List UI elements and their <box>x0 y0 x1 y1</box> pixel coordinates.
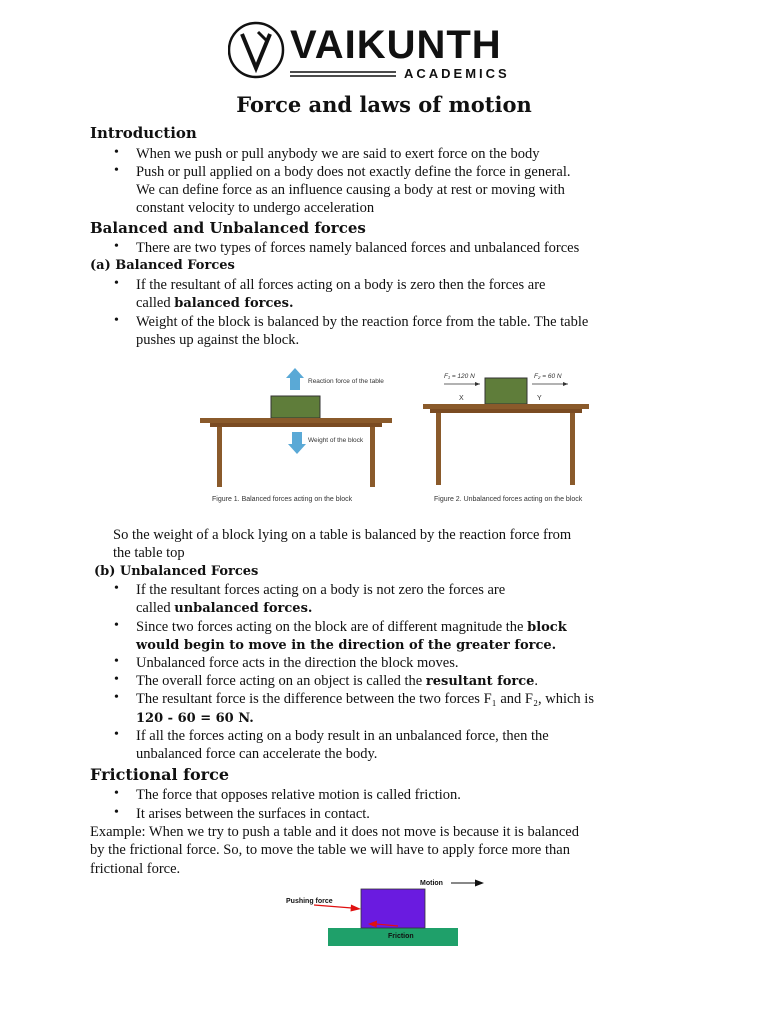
friction-bullet-1: The force that opposes relative motion is called friction. <box>136 787 461 803</box>
unbalanced-bullet-1-line-1: If the resultant forces acting on a body is not zero the forces are <box>136 582 506 598</box>
pushing-force-label: Pushing force <box>286 898 333 905</box>
intro-bullet-1: When we push or pull anybody we are said to exert force on the body <box>136 146 540 162</box>
bullet: • <box>114 786 119 801</box>
x-label: X <box>459 395 464 402</box>
balanced-bullet-1-line-1: If the resultant of all forces acting on a body is zero then the forces are <box>136 277 546 293</box>
unbalanced-bullet-1-line-2: called unbalanced forces. <box>136 600 313 616</box>
bullet: • <box>114 727 119 742</box>
figure-2 <box>423 373 589 503</box>
push-arrow-icon <box>351 905 362 912</box>
example-line-1: Example: When we try to push a table and it does not move is because it is balanced <box>90 824 579 840</box>
unbalanced-forces-term: unbalanced forces. <box>174 601 313 616</box>
unbalanced-bullet-5-line-1: The resultant force is the difference between the two forces F₁ and F₂, which is <box>136 691 594 707</box>
balanced-bullet-1-line-2: called balanced forces. <box>136 295 294 311</box>
reaction-force-label: Reaction force of the table <box>308 378 384 385</box>
unbalanced-bullet-6-line-1: If all the forces acting on a body result in an unbalanced force, then the <box>136 728 549 744</box>
motion-label: Motion <box>420 880 443 887</box>
friction-bullet-2: It arises between the surfaces in contact. <box>136 806 370 822</box>
after-figure-line-2: the table top <box>113 545 185 561</box>
figure-2-caption: Figure 2. Unbalanced forces acting on the block <box>434 496 583 503</box>
motion-arrow-icon <box>475 880 484 887</box>
down-arrow-icon <box>288 432 306 454</box>
intro-bullet-2-line-3: constant velocity to undergo acceleration <box>136 200 375 216</box>
example-line-3: frictional force. <box>90 861 181 877</box>
y-label: Y <box>537 395 542 402</box>
bullet: • <box>114 581 119 596</box>
bullet: • <box>114 313 119 328</box>
bullet: • <box>114 805 119 820</box>
weight-label: Weight of the block <box>308 437 364 444</box>
balanced-bullet-2-line-1: Weight of the block is balanced by the reaction force from the table. The table <box>136 314 589 330</box>
unbalanced-bullet-2-line-2: would begin to move in the direction of the greater force. <box>136 638 557 653</box>
bullet: • <box>114 618 119 633</box>
force-2-label: F₂ = 60 N <box>534 373 562 380</box>
friction-label: Friction <box>388 933 414 940</box>
friction-heading: Frictional force <box>90 765 230 784</box>
figure-1 <box>200 368 392 503</box>
intro-bullet-2-line-1: Push or pull applied on a body does not exactly define the force in general. <box>136 164 571 180</box>
balanced-forces-term: balanced forces. <box>174 296 294 311</box>
bullet: • <box>114 145 119 160</box>
brand-tagline: ACADEMICS <box>404 66 510 81</box>
unbalanced-bullet-3: Unbalanced force acts in the direction the block moves. <box>136 655 459 671</box>
example-line-2: by the frictional force. So, to move the table we will have to apply force more than <box>90 842 570 858</box>
brand-logo <box>228 18 548 82</box>
brand-name: VAIKUNTH <box>290 23 502 67</box>
intro-bullet-2-line-2: We can define force as an influence causing a body at rest or moving with <box>136 182 565 198</box>
unbalanced-bullet-6-line-2: unbalanced force can accelerate the body. <box>136 746 378 762</box>
bullet: • <box>114 239 119 254</box>
table-forces-figure <box>180 364 604 510</box>
bu-bullet-1: There are two types of forces namely balanced forces and unbalanced forces <box>136 240 580 256</box>
bullet: • <box>114 672 119 687</box>
friction-figure <box>280 874 492 950</box>
figure-1-caption: Figure 1. Balanced forces acting on the block <box>212 496 353 503</box>
unbalanced-bullet-2-line-1: Since two forces acting on the block are of different magnitude the block <box>136 619 567 635</box>
intro-heading: Introduction <box>90 124 197 142</box>
bullet: • <box>114 163 119 178</box>
balanced-bullet-2-line-2: pushes up against the block. <box>136 332 300 348</box>
bullet: • <box>114 690 119 705</box>
bullet: • <box>114 654 119 669</box>
balanced-heading: (a) Balanced Forces <box>90 258 235 273</box>
force-1-label: F₁ = 120 N <box>444 373 475 380</box>
bullet: • <box>114 276 119 291</box>
up-arrow-icon <box>286 368 304 390</box>
unbalanced-bullet-5-line-2: 120 - 60 = 60 N. <box>136 711 254 726</box>
unbalanced-heading: (b) Unbalanced Forces <box>94 564 259 579</box>
unbalanced-bullet-4: The overall force acting on an object is called the resultant force. <box>136 673 539 689</box>
balanced-unbalanced-heading: Balanced and Unbalanced forces <box>90 219 366 237</box>
page-title: Force and laws of motion <box>236 92 532 117</box>
after-figure-line-1: So the weight of a block lying on a table is balanced by the reaction force from <box>113 527 572 543</box>
